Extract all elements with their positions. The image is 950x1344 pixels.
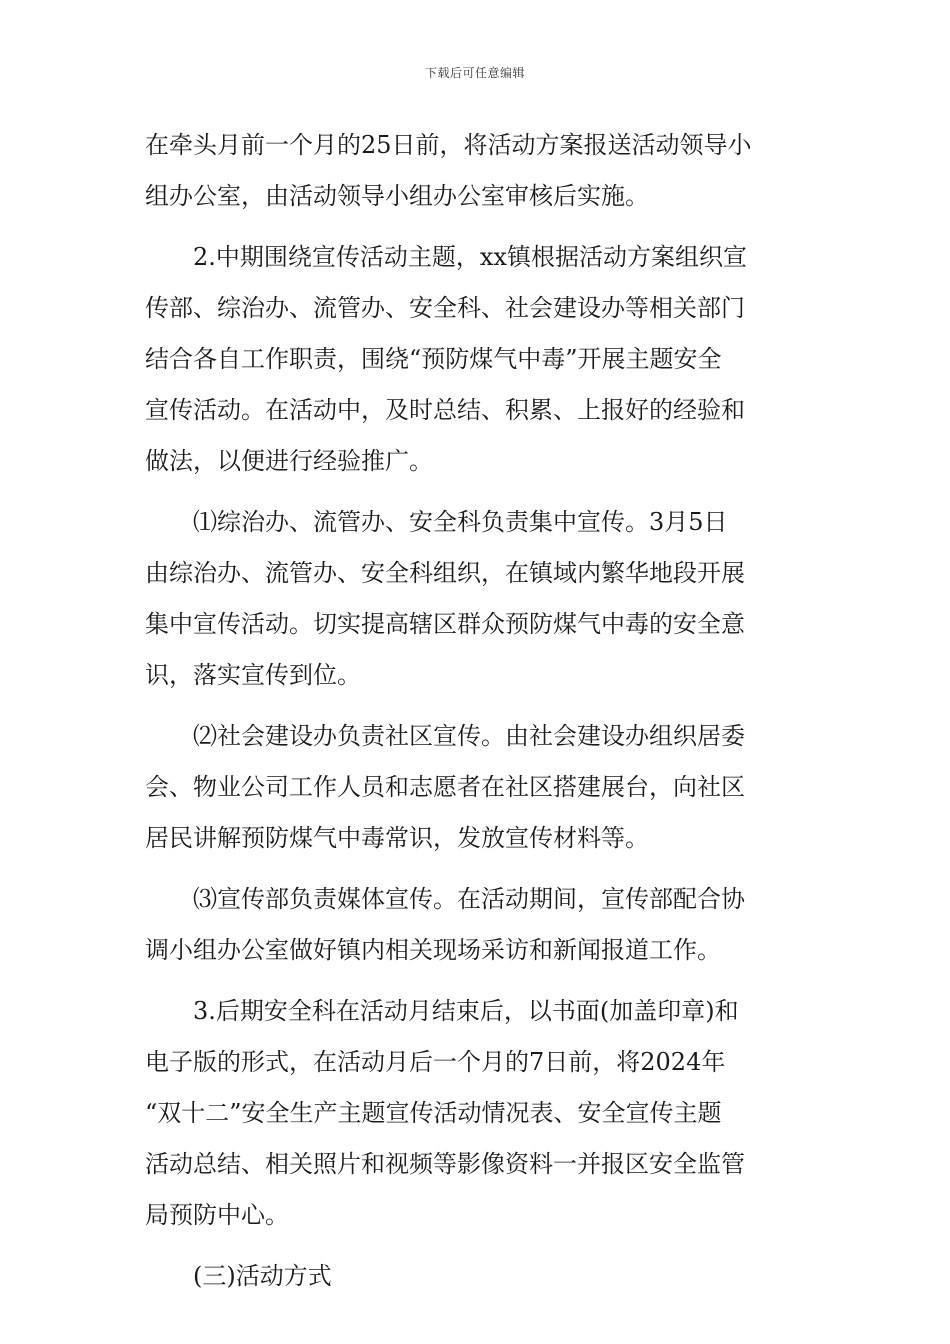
text-line: 调小组办公室做好镇内相关现场采访和新闻报道工作。 xyxy=(145,936,721,964)
text-line: “双十二”安全生产主题宣传活动情况表、安全宣传主题 xyxy=(145,1099,722,1127)
text-line: 传部、综治办、流管办、安全科、社会建设办等相关部门 xyxy=(145,294,745,322)
paragraph xyxy=(145,874,817,976)
text-line: 宣传活动。在活动中，及时总结、积累、上报好的经验和 xyxy=(145,396,745,424)
text-line: 由综治办、流管办、安全科组织，在镇域内繁华地段开展 xyxy=(145,559,745,587)
document-body xyxy=(145,120,817,1302)
paragraph xyxy=(145,232,817,487)
text-line: 电子版的形式，在活动月后一个月的7日前，将2024年 xyxy=(145,1048,726,1076)
section-heading xyxy=(145,1251,817,1302)
text-line: ⑵社会建设办负责社区宣传。由社会建设办组织居委 xyxy=(145,722,745,750)
text-line: 组办公室，由活动领导小组办公室审核后实施。 xyxy=(145,182,649,210)
paragraph xyxy=(145,711,817,864)
text-line: 在牵头月前一个月的25日前，将活动方案报送活动领导小 xyxy=(145,131,752,159)
text-line: ⑶宣传部负责媒体宣传。在活动期间，宣传部配合协 xyxy=(145,885,745,913)
text-line: 会、物业公司工作人员和志愿者在社区搭建展台，向社区 xyxy=(145,773,745,801)
text-line: 局预防中心。 xyxy=(145,1201,289,1229)
paragraph xyxy=(145,120,817,222)
page-header: 下载后可任意编辑 xyxy=(424,66,525,80)
text-line: 识，落实宣传到位。 xyxy=(145,661,361,689)
text-line: (三)活动方式 xyxy=(145,1262,332,1290)
paragraph xyxy=(145,986,817,1241)
text-line: 结合各自工作职责，围绕“预防煤气中毒”开展主题安全 xyxy=(145,345,722,373)
text-line: 集中宣传活动。切实提高辖区群众预防煤气中毒的安全意 xyxy=(145,610,745,638)
text-line: 3.后期安全科在活动月结束后，以书面(加盖印章)和 xyxy=(145,997,739,1025)
text-line: 2.中期围绕宣传活动主题，xx镇根据活动方案组织宣 xyxy=(145,243,747,271)
text-line: 做法，以便进行经验推广。 xyxy=(145,447,433,475)
text-line: 活动总结、相关照片和视频等影像资料一并报区安全监管 xyxy=(145,1150,745,1178)
paragraph xyxy=(145,497,817,701)
text-line: ⑴综治办、流管办、安全科负责集中宣传。3月5日 xyxy=(145,508,728,536)
text-line: 居民讲解预防煤气中毒常识，发放宣传材料等。 xyxy=(145,824,649,852)
